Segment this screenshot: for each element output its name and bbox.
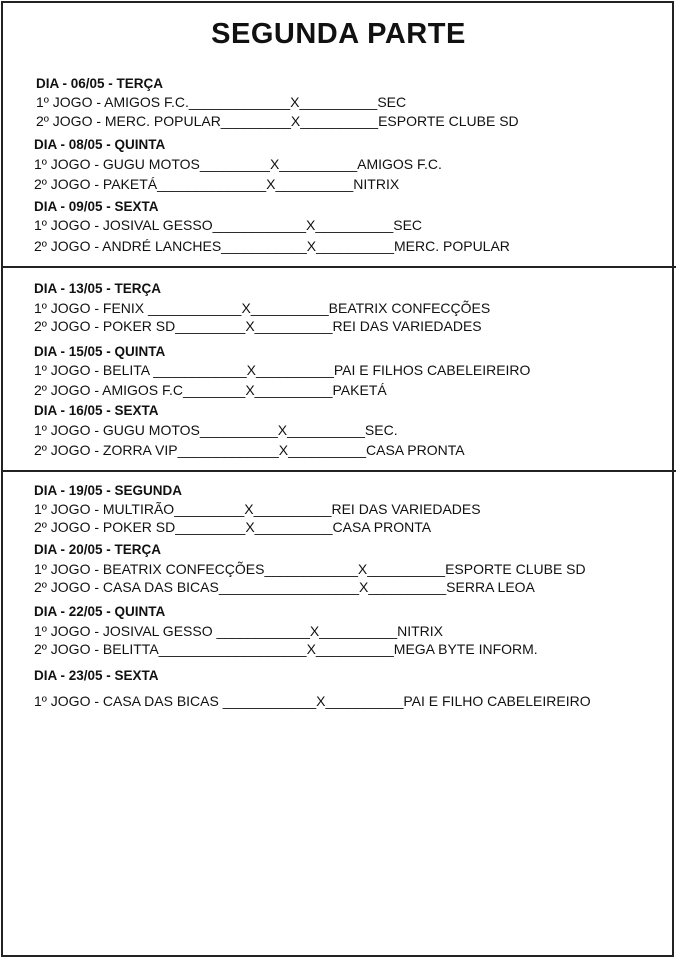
day-heading: DIA - 08/05 - QUINTA xyxy=(34,137,166,152)
game-line: 2º JOGO - CASA DAS BICAS__________________X__________SERRA LEOA xyxy=(34,579,535,595)
game-line: 2º JOGO - BELITTA___________________X__________MEGA BYTE INFORM. xyxy=(34,641,538,657)
day-heading: DIA - 16/05 - SEXTA xyxy=(34,403,159,418)
game-line: 1º JOGO - BEATRIX CONFECÇÕES____________X__________ESPORTE CLUBE SD xyxy=(34,561,586,577)
section-divider xyxy=(1,266,676,268)
day-heading: DIA - 13/05 - TERÇA xyxy=(34,281,162,296)
day-heading: DIA - 06/05 - TERÇA xyxy=(36,76,164,91)
game-line: 1º JOGO - GUGU MOTOS_________X__________AMIGOS F.C. xyxy=(34,156,442,172)
game-line: 1º JOGO - CASA DAS BICAS ____________X__________PAI E FILHO CABELEIREIRO xyxy=(34,693,591,709)
game-line: 2º JOGO - POKER SD_________X__________CASA PRONTA xyxy=(34,519,432,535)
game-line: 2º JOGO - POKER SD_________X__________REI DAS VARIEDADES xyxy=(34,318,482,334)
game-line: 1º JOGO - GUGU MOTOS__________X__________SEC. xyxy=(34,422,398,438)
game-line: 1º JOGO - MULTIRÃO_________X__________REI DAS VARIEDADES xyxy=(34,501,481,517)
game-line: 1º JOGO - FENIX ____________X__________BEATRIX CONFECÇÕES xyxy=(34,300,491,316)
day-heading: DIA - 20/05 - TERÇA xyxy=(34,542,162,557)
day-heading: DIA - 19/05 - SEGUNDA xyxy=(34,483,183,498)
game-line: 1º JOGO - JOSIVAL GESSO ____________X__________NITRIX xyxy=(34,623,444,639)
game-line: 1º JOGO - AMIGOS F.C._____________X__________SEC xyxy=(36,94,407,110)
game-line: 1º JOGO - BELITA ____________X__________PAI E FILHOS CABELEIREIRO xyxy=(34,362,531,378)
game-line: 2º JOGO - AMIGOS F.C________X__________PAKETÁ xyxy=(34,382,387,398)
game-line: 2º JOGO - ZORRA VIP_____________X__________CASA PRONTA xyxy=(34,442,465,458)
page-title: SEGUNDA PARTE xyxy=(211,18,466,50)
day-heading: DIA - 23/05 - SEXTA xyxy=(34,668,159,683)
section-divider xyxy=(1,470,676,472)
game-line: 2º JOGO - PAKETÁ______________X__________NITRIX xyxy=(34,176,400,192)
game-line: 2º JOGO - MERC. POPULAR_________X__________ESPORTE CLUBE SD xyxy=(36,113,519,129)
day-heading: DIA - 09/05 - SEXTA xyxy=(34,199,159,214)
game-line: 2º JOGO - ANDRÉ LANCHES___________X__________MERC. POPULAR xyxy=(34,238,510,254)
game-line: 1º JOGO - JOSIVAL GESSO____________X__________SEC xyxy=(34,217,423,233)
day-heading: DIA - 22/05 - QUINTA xyxy=(34,604,166,619)
day-heading: DIA - 15/05 - QUINTA xyxy=(34,344,166,359)
